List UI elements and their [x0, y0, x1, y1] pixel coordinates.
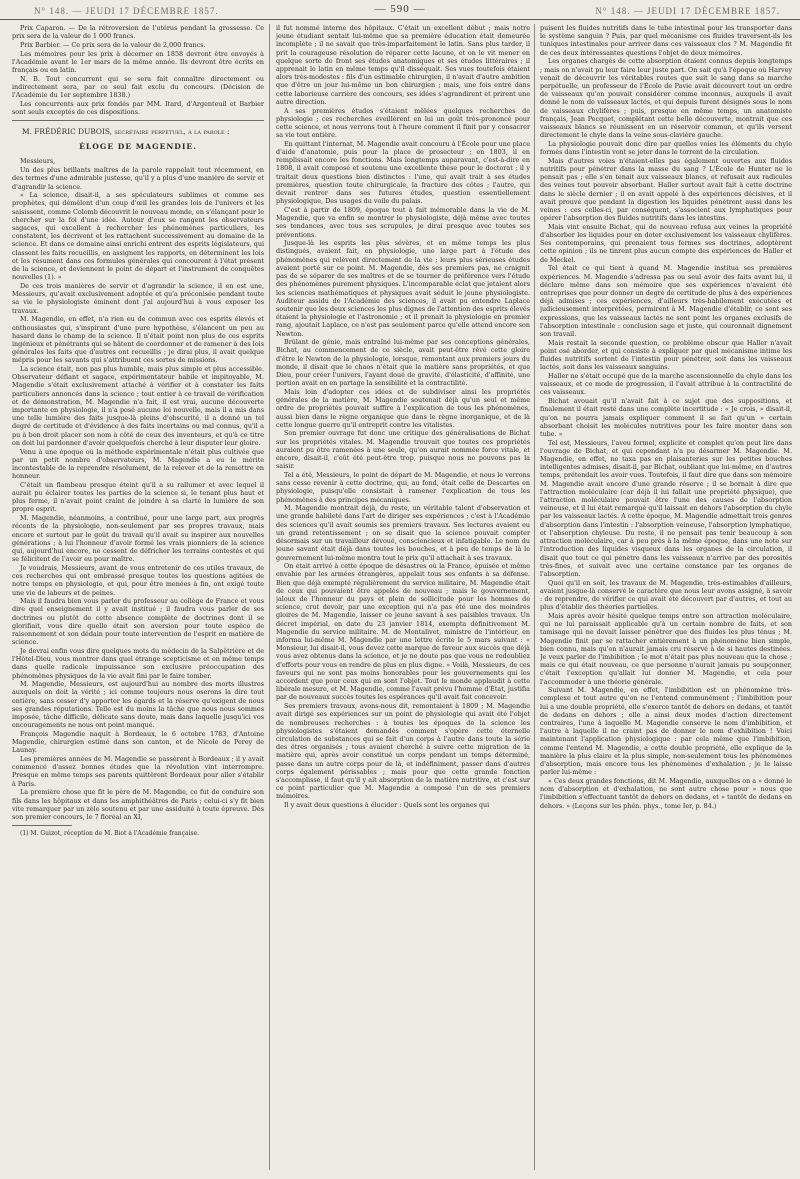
- section-divider: [12, 120, 264, 121]
- paragraph: Tel a été, Messieurs, le point de départ de M. Magendie, et nous le verrons sans cesse revenir à cette doctrine, qui, au fond, était celle de Descartes en physiologie, puisqu'elle consistait à ramener l'explication de tous les phénomènes à des principes mécaniques.: [276, 470, 530, 504]
- paragraph: De ces trois manières de servir et d'agrandir la science, il en est une, Messieurs, qu'avait exclusivement adoptée et qu'a préconisée pendant toute sa vie le physiologiste éminent dont j'ai aujourd'hui à vous exposer les travaux.: [12, 281, 264, 315]
- paragraph: La physiologie pouvait donc dire par quelles voies les éléments du chyle formés dans l'intestin vont se jeter dans le torrent de la circulation.: [540, 139, 792, 157]
- paragraph: N. B. Tout concurrent qui se sera fait connaître directement ou indirectement sera, par ce seul fait exclu du concours. (Décision de l'Académie du 1er septembre 1838.): [12, 74, 264, 100]
- paragraph: « La science, disait-il, a ses spéculateurs sublimes et comme ses prophètes, qui démêlent d'un coup d'œil les grandes lois de l'univers et les saisissent, comme Colomb découvrit le nouveau monde, en s'élançant pour le chercher sur la foi d'une idée. Autour d'eux se rangent les observateurs sagaces, qui excellent à rechercher les phénomènes particuliers, les constatent, les décrivent et les rattachent successivement au domaine de la science. Et dans ce domaine ainsi enrichi entrent des esprits législateurs, qui classent les faits recueillis, en assignent les rapports, en déterminent les lois et les résument dans ces formules générales qui concourent à l'état présent de la science, et deviennent le point de départ et l'instrument de conquêtes nouvelles (1). »: [12, 191, 264, 282]
- paragraph: Ses premiers travaux, avons-nous dit, remontaient à 1809 ; M. Magendie avait dirigé ses expériences sur un point de physiologie qui avait été l'objet de nombreuses recherches : à toutes les époques de la science les physiologistes s'étaient demandés comment s'opère cette éternelle circulation de substances qui se fait d'un corps à l'autre dans toute la série des êtres organisés ; tous avaient cherché à suivre cette migration de la matière qui, après avoir constitué un corps pendant un temps déterminé, passe dans un autre corps pour de là, et indéfiniment, passer dans d'autres corps également périssables ; mais pour que cette grande fonction s'accomplisse, il faut qu'il y ait absorption de la matière nutritive, et c'est sur ce point particulier que M. Magendie a composé l'un de ses premiers mémoires.: [276, 702, 530, 801]
- column-middle: [276, 24, 530, 1170]
- paragraph: Mais d'autres voies n'étaient-elles pas également ouvertes aux fluides nutritifs pour pénétrer dans la masse du sang ? L'École de Hunter ne le pensait pas ; elle s'en tenait aux vaisseaux blancs, et refusait aux radicules des veines tout pouvoir absorbant. Haller surtout avait fait à cette doctrine dans le siècle dernier ; il en avait appelé à des expériences décisives, et il avait prouvé que pendant la digestion les liquides pénètrent aussi dans les veines : ces celles-ci, par conséquent, s'associent aux lymphatiques pour opérer l'absorption des fluides nutritifs dans les intestins.: [540, 156, 792, 223]
- paragraph: Venu à une époque où la méthode expérimentale n'était plus cultivée que par un petit nombre d'observateurs, M. Magendie a eu le mérite incontestable de la reprendre résolument, de la relever et de la remettre en honneur.: [12, 447, 264, 481]
- footnote: (1) M. Guizot, réception de M. Biot à l'Académie française.: [20, 830, 200, 838]
- column-rule: [269, 24, 270, 1170]
- paragraph: Les organes chargés de cette absorption étaient connus depuis longtemps ; mais on n'avait pu leur faire leur juste part. On sait qu'à l'époque où Harvey venait de découvrir les véritables routes que suit le sang dans sa marche perpétuelle, un professeur de l'École de Pavie avait découvert tout un ordre de vaisseaux qu'on pouvait considérer comme inconnus, auxquels il avait donné le nom de vaisseaux lactés, et qui depuis furent désignés sous le nom de vaisseaux chylifères ; puis, presque en même temps, un anatomiste français, Jean Pecquet, complétant cette belle découverte, montrait que ces vaisseaux blancs se réunissent en un réservoir commun, et qu'ils versent directement le chyle dans la veine sous-clavière gauche.: [540, 57, 792, 140]
- paragraph: « Ces deux grandes fonctions, dit M. Magendie, auxquelles on a » donné le nom d'absorption et d'exhalation, ne sont autre chose pour » nous que l'imbibition s'effectuant tantôt de dehors en dedans, et » tantôt de dedans en dehors. » (Leçons sur les phén. phys., tome Ier, p. 84.): [540, 776, 792, 810]
- paragraph: Tel est, Messieurs, l'aveu formel, explicite et complet qu'on peut lire dans l'ouvrage de Bichat, et qui cependant n'a pu désarmer M. Magendie. M. Magendie, en effet, ne taxa pas en plaisanteries sur les petites bouches intelligentes admises, disait-il, par Bichat, oubliant que lui-même, en d'autres temps, prétendait les avoir vues. Toutefois, il faut dire que dans son mémoire M. Magendie avait encore d'une grande réserve ; il se bornait à dire que l'attraction moléculaire (car déjà il lui fallait une propriété physique), que l'attraction moléculaire pouvait être l'une des causes de l'absorption veineuse, et il lui était remarqué qu'il laissait en dehors l'absorption du chyle par les vaisseaux lactés. A cette époque, M. Magendie admettait trois genres d'absorption dans l'intestin : l'absorption veineuse, l'absorption lymphatique, et l'absorption chyleuse. Du reste, il ne pensait pas tenir beaucoup à son attraction moléculaire, car à peu près à la même époque, dans une note sur l'introduction des liquides visqueux dans les organes de la circulation, il disait que tout ce qui pénètre dans les vaisseaux n'arrive par des porosités très-fines, et suivait avec une certaine constance par les organes de l'absorption.: [540, 438, 792, 578]
- paragraph: Brûlant de génie, mais entraîné lui-même par ses conceptions générales, Bichat, au commencement de ce siècle, avait peut-être rêvé cette gloire d'être le Newton de la physiologie, lorsque, remontant aux premiers jours du monde, il disait que le chaos n'était que la matière sans propriétés, et que Dieu, pour créer l'univers, l'ayant doué de gravité, d'élasticité, d'affinité, une portion avait en en partage la sensibilité et la contractilité.: [276, 338, 530, 388]
- masthead-left: N° 148. — JEUDI 17 DÉCEMBRE 1857.: [34, 6, 219, 16]
- paragraph: Tel était ce qui tient à quand M. Magendie institua ses premières expériences. M. Magendie s'adressa pas ou seul avoir des faits avant lui, il déclare même dans son mémoire que ses expériences n'avaient été entreprises que pour donner un degré de certitude de plus à des expériences déjà admises ; ces expériences, d'ailleurs très-habilement exécutées et judicieusement interprétées, permirent à M. Magendie d'établir, ce sont ses expressions, que les vaisseaux lactés ne sont point les organes exclusifs de l'absorption intestinale : conclusion sage et juste, qui couronnait dignement son travail.: [540, 264, 792, 339]
- paragraph: Mais loin d'adopter ces idées et de subdiviser ainsi les propriétés générales de la matière, M. Magendie soutenait déjà qu'un seul et même ordre de propriétés pouvait suffire à l'explication de tous les phénomènes, aussi bien dans le règne organique que dans le règne inorganique, et de là cette longue guerre qu'il entreprit contre les vitalistes.: [276, 387, 530, 429]
- paragraph: Les mémoires pour les prix à décerner en 1858 devront être envoyés à l'Académie avant le 1er mars de la même année. Ils devront être écrits en français ou en latin.: [12, 49, 264, 75]
- paragraph: puisent les fluides nutritifs dans le tube intestinal pour les transporter dans le système sanguin ? Puis, par quel mécanisme ces fluides traversent-ils les tuniques intestinales pour arriver dans ces vaisseaux clos ? M. Magendie fit de ces deux intéressantes questions l'objet de deux mémoires.: [540, 24, 792, 57]
- paragraph: Il y avait deux questions à élucider : Quels sont les organes qui: [284, 801, 490, 810]
- column-right: [540, 24, 792, 1170]
- paragraph: Suivant M. Magendie, en effet, l'imbibition est un phénomène très-complexe et tout autre qu'on ne l'entend communément ; l'imbibition pour lui a une double propriété, elle s'exerce tantôt de dehors en dedans, et tantôt de dedans en dehors ; elle a ainsi deux modes d'action directement contraires, l'une à laquelle M. Magendie conserve le nom d'imbibition, et l'autre à laquelle il ne craint pas de donner le nom d'exhibition ! Voici maintenant l'application physiologique : par cela même que l'imbibition, comme l'entend M. Magendie, a cette double propriété, elle explique de la manière la plus claire et la plus simple, non-seulement tous les phénomènes d'absorption, mais encore tous les phénomènes d'exhalation ; je le laisse parler lui-même :: [540, 686, 792, 777]
- paragraph: Messieurs,: [20, 157, 56, 166]
- page-header: [0, 0, 800, 20]
- paragraph: Les premières années de M. Magendie se passèrent à Bordeaux ; il y avait commencé d'assez bonnes études que la révolution vint interrompre. Presque en même temps ses parents quittèrent Bordeaux pour aller s'établir à Paris.: [12, 755, 264, 788]
- paragraph: On était arrivé à cette époque de désastres où la France, épuisée et même envahie par les armées étrangères, appelait tous ses enfants à sa défense. Bien que déjà exempté régulièrement du service militaire, M. Magendie était de ceux qui pouvaient être appelés de nouveau ; mais le gouvernement, jaloux de l'honneur du pays et plein de sollicitude pour les hommes de science, crut devoir, par une exception qui n'a pas été une des moindres gloires de M. Magendie, laisser ce jeune savant à ses paisibles travaux. Un décret impérial, en date du 23 janvier 1814, exempta définitivement M. Magendie du service militaire. M. de Montalivet, ministre de l'intérieur, en informa lui-même M. Magendie par une lettre écrite le 5 mars suivant : « Monsieur, lui disait-il, vous devez cette marque de faveur aux succès que déjà vous avez obtenus dans la science, et je ne doute pas que vous ne redoubliez d'efforts pour vous en rendre de plus en plus digne. » Voilà, Messieurs, de ces faveurs qui ne sont pas moins honorables pour les gouvernements qui les accordent que pour ceux qui en sont l'objet. Tout le monde applaudit à cette libérale mesure, et M. Magendie, comme l'avait prévu l'homme d'État, justifia par de nouveaux succès toutes les espérances qu'il avait fait concevoir.: [276, 562, 530, 702]
- paragraph: C'est à partir de 1809, époque tout à fait mémorable dans la vie de M. Magendie, que va enfin se montrer le physiologiste, déjà même avec toutes ses tendances, avec tous ses scrupules, je dirai presque avec toutes ses préventions.: [276, 205, 530, 239]
- paragraph: M. Magendie montrait déjà, du reste, un véritable talent d'observation et une grande habileté dans l'art de diriger ses expériences ; c'est à l'Académie des sciences qu'il avait soumis ses premiers travaux. Ses lectures avaient eu un grand retentissement ; on se disait que la science pouvait compter désormais sur un travailleur dévoué, consciencieux et infatigable. Le nom du jeune savant était déjà dans toutes les bouches, et à peu de temps de là le gouvernement lui-même montra tout le prix qu'il attachait à ses travaux.: [276, 504, 530, 562]
- paragraph: François Magendie naquit à Bordeaux, le 6 octobre 1783, d'Antoine Magendie, chirurgien estimé dans son canton, et de Nicole de Perey de Launay.: [12, 729, 264, 755]
- paragraph: Bichat avouait qu'il n'avait fait à ce sujet que des suppositions, et finalement il était resté dans une complète incertitude : « Je crois, » disait-il, qu'on ne pourra jamais expliquer comment il se fait qu'un » certain absorbant choisit les molécules nutritives pour les faire monter dans son tube. »: [540, 397, 792, 438]
- column-left: [12, 24, 264, 1170]
- paragraph: La première chose que fit le père de M. Magendie, ce fut de conduire son fils dans les hôpitaux et dans les amphithéâtres de Paris ; celui-ci s'y fit bien vite remarquer par un zèle soutenu et par une assiduité à toute épreuve. Dès son premier concours, le 7 floréal an XI,: [12, 788, 264, 821]
- paragraph: Mais vint ensuite Bichat, qui de nouveau refusa aux veines la propriété d'absorber les liquides pour en doter exclusivement les vaisseaux chylifères. Ses contemporains, qui prenaient tous fermes ses doctrines, adoptèrent cette opinion ; ils ne tinrent plus aucun compte des expériences de Haller et de Meckel.: [540, 222, 792, 264]
- paragraph: En quittant l'internat, M. Magendie avait concouru à l'École pour une place d'aide d'anatomie, puis pour la place de prosecteur ; en 1803, il en remplissait encore les fonctions. Mais longtemps auparavant, c'est-à-dire en 1808, il avait composé et soutenu une excellente thèse pour le doctorat ; il y traitait deux questions bien distinctes : l'une, qui avait trait à ses études premières, question toute chirurgicale, la fracture des côtes ; l'autre, qui devait rentrer dans ses futures études, question essentiellement physiologique, Des usages du voile du palais.: [276, 139, 530, 206]
- masthead-right: N° 148. — JEUDI 17 DÉCEMBRE 1857.: [595, 6, 780, 16]
- paragraph: il fut nommé interne des hôpitaux. C'était un excellent début ; mais notre jeune étudiant sentait lui-même que sa première éducation était demeurée incomplète ; il ne savait que très-imparfaitement le latin. Sans plus tarder, il prit la courageuse résolution de réparer cette lacune, et on le vit mener en quelque sorte de front ses études anatomiques et ses études littéraires ; il apprenait le latin en même temps qu'il disséquait. Ses vues toutefois étaient alors très-modestes : fils d'un estimable chirurgien, il n'avait d'autre ambition que d'être un jour lui-même un bon chirurgien ; mais, une fois entré dans cette laborieuse carrière des concours, ses idées s'agrandirent et prirent une autre direction.: [276, 24, 530, 106]
- paragraph: Mais après avoir hésité quelque temps entre son attraction moléculaire, qui ne lui paraissait applicable qu'à un certain nombre de faits, et son tamisage qui ne devait laisser pénétrer que des fluides les plus ténus ; M. Magendie finit par se rattacher entièrement à un phénomène bien simple, bien connu, mais qu'on n'aurait jamais cru réservé à de si hautes destinées. Je veux parler de l'imbibition ; le mot n'était pas plus nouveau que la chose ; mais ce qui était nouveau, ce que personne n'aurait jamais pu soupçonner, c'était l'exception qu'allait lui donner M. Magendie, et cela pour l'accommoder à une théorie générale.: [540, 611, 792, 686]
- article-title: ÉLOGE DE MAGENDIE.: [79, 142, 197, 152]
- column-rule: [534, 24, 535, 1170]
- footnote-rule: [12, 825, 72, 826]
- paragraph: Jusque-là les esprits les plus sévères, et en même temps les plus distingués, avaient fait, en physiologie, une large part à l'étude des phénomènes qui relèvent directement de la vie ; leurs plus sérieuses études avaient porté sur ce point. M. Magendie, dès ses premiers pas, ne craignit pas de se séparer de ses maîtres et de se tourner de préférence vers l'étude des phénomènes purement physiques. L'incomparable éclat que jetaient alors les sciences mathématiques et physiques avait séduit le jeune physiologiste. Auditeur assidu de l'Académie des sciences, il avait pu entendre Laplace soutenir que les deux sciences les plus dignes de l'attention des esprits élevés étaient la physiologie et l'astronomie ; et il prenait la physiologie en premier rang, ajoutait Laplace, ce n'est pas seulement parce qu'elle attend encore son Newton.: [276, 239, 530, 338]
- paragraph: Quoi qu'il en soit, les travaux de M. Magendie, très-estimables d'ailleurs, avaient jusque-là conservé le caractère que nous leur avons assigné, à savoir : de reprendre, de vérifier ce qui avait été découvert par d'autres, et tout au plus d'établir des théories partielles.: [540, 578, 792, 612]
- page-number: — 590 —: [374, 3, 426, 15]
- paragraph: Mais restait la seconde question, ce problème obscur que Haller n'avait point osé aborder, et qui consiste à expliquer par quel mécanisme intime les fluides nutritifs sortent de l'intestin pour pénétrer, soit dans les vaisseaux lactés, soit dans les vaisseaux sanguins.: [540, 338, 792, 372]
- paragraph: Je voudrais, Messieurs, avant de vous entretenir de ces utiles travaux, de ces recherches qui ont embrassé presque toutes les questions agitées de notre temps en physiologie, et qui, pour être menées à fin, ont exigé toute une vie de labeurs et de peines.: [12, 563, 264, 597]
- paragraph: M. Magendie, néanmoins, a contribué, pour une large part, aux progrès récents de la physiologie, non-seulement par ses propres travaux, mais encore et surtout par le goût du travail qu'il avait su inspirer aux nouvelles générations ; à lui l'honneur d'avoir formé les vrais pionniers de la science qui, aujourd'hui encore, ne cessent de défricher les terrains contestés et qui se félicitent de l'avoir eu pour maître.: [12, 514, 264, 564]
- paragraph: Haller ne s'était occupé que de la marche ascensionnelle du chyle dans les vaisseaux, et ce mode de progression, il l'avait attribué à la contractilité de ces vaisseaux.: [540, 372, 792, 397]
- paragraph: Un des plus brillants maîtres de la parole rappelait tout récemment, en des termes d'une admirable justesse, qu'il y a plus d'une manière de servir et d'agrandir la science.: [12, 166, 264, 191]
- paragraph: M. Magendie, en effet, n'a rien eu de commun avec ces esprits élevés et enthousiastes qui, s'inspirant d'une pure hypothèse, s'élancent un peu au hasard dans le champ de la science. Il n'était point non plus de ces esprits ingénieux et pénétrants qui se hâtent de coordonner et de ramener à des lois générales les faits que d'autres ont recueillis ; je dirai plus, il avait quelque mépris pour les savants qui s'attribuent ces sortes de missions.: [12, 315, 264, 365]
- paragraph: M. Magendie, Messieurs, est aujourd'hui au nombre des morts illustres auxquels on doit la vérité ; ici comme toujours nous oserons la dire tout entière, sans cesser d'y apporter les égards et la réserve qu'exigent de nous ses grandes réputations. Telle est du moins la tâche que nous nous sommes imposée, tâche difficile, délicate sans doute, mais dans laquelle jusqu'ici vos encouragements ne nous ont point manqué.: [12, 680, 264, 730]
- paragraph: C'était un flambeau presque éteint qu'il a su rallumer et avec lequel il aurait pu éclairer toutes les parties de la science si, le tenant plus haut et plus ferme, il n'avait point craint de joindre à sa clarté la lumière de son propre esprit.: [12, 480, 264, 514]
- paragraph: Mais il faudra bien vous parler du professeur au collège de France et vous dire quel enseignement il y avait institué ; il faudra vous parler de ses doctrines ou plutôt de cette absence complète de doctrines dont il se glorifiait, vous dire quelle était son aversion pour toute espèce de raisonnement et son dédain pour toute intervention de l'esprit en matière de science.: [12, 597, 264, 647]
- paragraph: La science était, non pas plus humble, mais plus simple et plus accessible. Observateur défiant et sagace, expérimentateur habile et impitoyable, M. Magendie s'était exclusivement attaché à vérifier et à constater les faits particuliers annoncés dans la science ; tout entier à ce travail de vérification et de démonstration, M. Magendie n'a fait, il est vrai, aucune découverte importante en physiologie, il n'a posé aucune loi nouvelle, mais il a mis dans une telle lumière des faits jusque-là pleins d'obscurité, il a donné un tel degré de certitude et d'évidence à des faits incertains ou mal connus, qu'il a pu à bon droit placer son nom à côté de ceux des inventeurs, et qu'à ce titre on doit lui pardonner d'avoir quelquefois cherché à leur disputer leur gloire.: [12, 365, 264, 447]
- paragraph: Prix Caparon. — De la rétroversion de l'utérus pendant la grossesse. Ce prix sera de la valeur de 1 000 francs.: [12, 24, 264, 41]
- paragraph: A ses premières études s'étaient mêlées quelques recherches de physiologie ; ces recherches éveillèrent en lui un goût très-prononcé pour cette science, et nous verrons tout à l'heure comment il finit par y consacrer sa vie tout entière.: [276, 106, 530, 140]
- speaker-line: M. FRÉDÉRIC DUBOIS, secrétaire perpétuel, a la parole :: [22, 127, 230, 137]
- paragraph: Son premier ouvrage fut donc une critique des généralisations de Bichat sur les propriétés vitales. M. Magendie trouvait que toutes ces propriétés auraient pu être ramenées à une seule, qu'on aurait nommée force vitale, et encore, disait-il, c'eût été peut-être trop, puisque nous ne pouvons pas la saisir.: [276, 429, 530, 471]
- paragraph: Les concurrents aux prix fondés par MM. Itard, d'Argenteuil et Barbier sont seuls exceptés de ces dispositions.: [12, 99, 264, 117]
- paragraph: Je devrai enfin vous dire quelques mots du médecin de la Salpêtrière et de l'Hôtel-Dieu, vous montrer dans quel étrange scepticisme et en même temps dans quelle radicale impuissance son exclusive préoccupation des phénomènes physiques de la vie avait fini par le faire tomber.: [12, 646, 264, 680]
- paragraph: Prix Barbier. — Ce prix sera de la valeur de 2,000 francs.: [20, 40, 206, 49]
